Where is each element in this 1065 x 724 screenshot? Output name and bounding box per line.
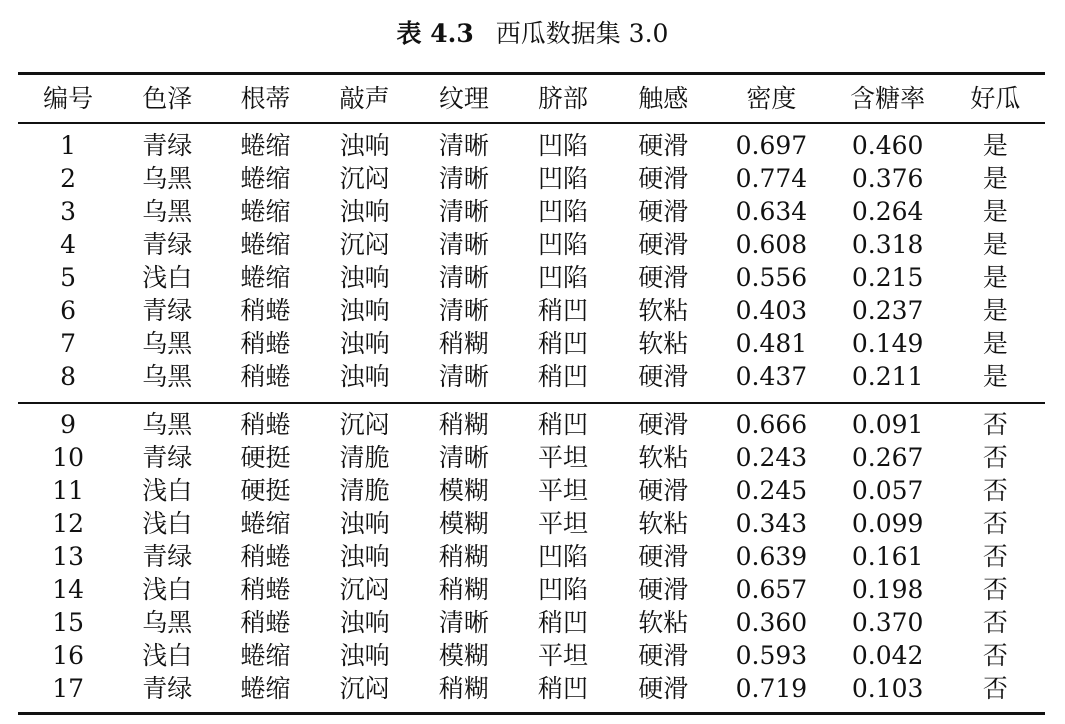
table-cell: 青绿 bbox=[142, 131, 193, 160]
table-cell: 14 bbox=[52, 575, 84, 604]
table-cell: 清脆 bbox=[339, 443, 390, 472]
table-cell: 清晰 bbox=[438, 296, 489, 325]
table-cell: 清晰 bbox=[438, 230, 489, 259]
table-cell: 蜷缩 bbox=[240, 641, 291, 670]
table-cell: 蜷缩 bbox=[240, 164, 291, 193]
header-cell: 密度 bbox=[746, 84, 797, 113]
table-cell: 浅白 bbox=[142, 509, 193, 538]
table-cell: 软粘 bbox=[638, 296, 689, 325]
table-cell: 稍糊 bbox=[438, 674, 489, 703]
table-cell: 否 bbox=[982, 509, 1008, 538]
table-cell: 0.198 bbox=[851, 575, 924, 604]
table-cell: 模糊 bbox=[438, 641, 489, 670]
table-cell: 凹陷 bbox=[538, 263, 589, 292]
table-cell: 浊响 bbox=[339, 509, 390, 538]
table-cell: 沉闷 bbox=[339, 410, 390, 439]
table-cell: 否 bbox=[982, 476, 1008, 505]
table-cell: 0.437 bbox=[735, 362, 808, 391]
table-caption bbox=[0, 14, 1065, 54]
table-cell: 浊响 bbox=[339, 542, 390, 571]
header-cell: 色泽 bbox=[142, 84, 193, 113]
table-cell: 是 bbox=[982, 164, 1008, 193]
table-cell: 凹陷 bbox=[538, 131, 589, 160]
table-cell: 17 bbox=[52, 674, 84, 703]
table-cell: 硬滑 bbox=[638, 476, 689, 505]
header-cell: 根蒂 bbox=[240, 84, 291, 113]
table-cell: 是 bbox=[982, 263, 1008, 292]
header-cell: 触感 bbox=[638, 84, 689, 113]
table-cell: 0.103 bbox=[851, 674, 924, 703]
table-row bbox=[18, 162, 1045, 195]
table-cell: 平坦 bbox=[538, 476, 589, 505]
table-cell: 沉闷 bbox=[339, 575, 390, 604]
header-cell: 纹理 bbox=[438, 84, 489, 113]
table-cell: 乌黑 bbox=[142, 329, 193, 358]
table-cell: 0.343 bbox=[735, 509, 808, 538]
table-cell: 0.774 bbox=[735, 164, 808, 193]
table-cell: 平坦 bbox=[538, 443, 589, 472]
table-cell: 浊响 bbox=[339, 641, 390, 670]
table-cell: 否 bbox=[982, 542, 1008, 571]
table-cell: 10 bbox=[52, 443, 84, 472]
table-cell: 青绿 bbox=[142, 674, 193, 703]
table-cell: 稍凹 bbox=[538, 329, 589, 358]
table-cell: 稍糊 bbox=[438, 575, 489, 604]
table-cell: 硬滑 bbox=[638, 197, 689, 226]
table-cell: 稍蜷 bbox=[240, 362, 291, 391]
table-row bbox=[18, 195, 1045, 228]
table-cell: 0.460 bbox=[851, 131, 924, 160]
table-row bbox=[18, 672, 1045, 705]
table-cell: 0.211 bbox=[851, 362, 924, 391]
table-cell: 浅白 bbox=[142, 476, 193, 505]
table-cell: 软粘 bbox=[638, 329, 689, 358]
table-cell: 清晰 bbox=[438, 443, 489, 472]
table-cell: 0.719 bbox=[735, 674, 808, 703]
table-row bbox=[18, 261, 1045, 294]
table-cell: 11 bbox=[52, 476, 84, 505]
table-cell: 清脆 bbox=[339, 476, 390, 505]
table-title: 西瓜数据集 3.0 bbox=[495, 19, 669, 48]
table-cell: 稍凹 bbox=[538, 410, 589, 439]
table-cell: 0.057 bbox=[851, 476, 924, 505]
table-number: 表 4.3 bbox=[396, 19, 474, 48]
table-cell: 沉闷 bbox=[339, 164, 390, 193]
table-cell: 8 bbox=[60, 362, 77, 391]
table-cell: 浊响 bbox=[339, 329, 390, 358]
table-cell: 0.264 bbox=[851, 197, 924, 226]
good-melon-rows bbox=[18, 129, 1045, 393]
table-cell: 硬挺 bbox=[240, 476, 291, 505]
table-cell: 清晰 bbox=[438, 131, 489, 160]
table-header bbox=[18, 77, 1045, 121]
top-rule bbox=[18, 72, 1045, 75]
table-row bbox=[18, 573, 1045, 606]
table-cell: 13 bbox=[52, 542, 84, 571]
table-cell: 乌黑 bbox=[142, 362, 193, 391]
table-cell: 15 bbox=[52, 608, 84, 637]
header-cell: 含糖率 bbox=[850, 84, 926, 113]
table-cell: 平坦 bbox=[538, 509, 589, 538]
table-cell: 蜷缩 bbox=[240, 674, 291, 703]
table-cell: 硬滑 bbox=[638, 410, 689, 439]
table-cell: 凹陷 bbox=[538, 575, 589, 604]
header-rule bbox=[18, 122, 1045, 124]
table-cell: 稍蜷 bbox=[240, 410, 291, 439]
table-cell: 浊响 bbox=[339, 131, 390, 160]
table-cell: 乌黑 bbox=[142, 410, 193, 439]
table-cell: 稍糊 bbox=[438, 410, 489, 439]
table-cell: 稍蜷 bbox=[240, 575, 291, 604]
table-cell: 16 bbox=[52, 641, 84, 670]
table-cell: 0.360 bbox=[735, 608, 808, 637]
table-cell: 软粘 bbox=[638, 509, 689, 538]
table-cell: 是 bbox=[982, 230, 1008, 259]
table-cell: 0.318 bbox=[851, 230, 924, 259]
table-cell: 稍蜷 bbox=[240, 542, 291, 571]
table-cell: 稍蜷 bbox=[240, 296, 291, 325]
table-cell: 清晰 bbox=[438, 197, 489, 226]
table-cell: 稍糊 bbox=[438, 542, 489, 571]
table-cell: 否 bbox=[982, 410, 1008, 439]
table-cell: 浊响 bbox=[339, 263, 390, 292]
header-cell: 好瓜 bbox=[970, 84, 1021, 113]
table-cell: 浊响 bbox=[339, 362, 390, 391]
table-cell: 0.481 bbox=[735, 329, 808, 358]
table-cell: 否 bbox=[982, 443, 1008, 472]
table-cell: 稍凹 bbox=[538, 296, 589, 325]
header-cell: 脐部 bbox=[538, 84, 589, 113]
table-cell: 稍凹 bbox=[538, 674, 589, 703]
table-cell: 平坦 bbox=[538, 641, 589, 670]
table-cell: 6 bbox=[60, 296, 77, 325]
table-cell: 蜷缩 bbox=[240, 230, 291, 259]
table-cell: 蜷缩 bbox=[240, 509, 291, 538]
table-cell: 硬滑 bbox=[638, 575, 689, 604]
table-cell: 稍凹 bbox=[538, 362, 589, 391]
table-cell: 否 bbox=[982, 641, 1008, 670]
table-cell: 0.245 bbox=[735, 476, 808, 505]
table-cell: 5 bbox=[60, 263, 77, 292]
table-cell: 硬滑 bbox=[638, 131, 689, 160]
table-row bbox=[18, 540, 1045, 573]
table-cell: 12 bbox=[52, 509, 84, 538]
table-cell: 是 bbox=[982, 362, 1008, 391]
table-cell: 蜷缩 bbox=[240, 131, 291, 160]
table-cell: 青绿 bbox=[142, 542, 193, 571]
table-cell: 浊响 bbox=[339, 296, 390, 325]
bad-melon-rows bbox=[18, 408, 1045, 705]
table-cell: 浊响 bbox=[339, 608, 390, 637]
table-cell: 0.243 bbox=[735, 443, 808, 472]
table-row bbox=[18, 228, 1045, 261]
table-row bbox=[18, 441, 1045, 474]
table-cell: 硬滑 bbox=[638, 263, 689, 292]
table-cell: 稍凹 bbox=[538, 608, 589, 637]
table-cell: 0.403 bbox=[735, 296, 808, 325]
table-cell: 稍蜷 bbox=[240, 608, 291, 637]
table-row bbox=[18, 507, 1045, 540]
header-cell: 敲声 bbox=[339, 84, 390, 113]
table-cell: 0.666 bbox=[735, 410, 808, 439]
table-cell: 模糊 bbox=[438, 509, 489, 538]
table-cell: 青绿 bbox=[142, 230, 193, 259]
table-cell: 硬滑 bbox=[638, 230, 689, 259]
table-cell: 硬滑 bbox=[638, 362, 689, 391]
table-cell: 1 bbox=[60, 131, 77, 160]
table-cell: 清晰 bbox=[438, 263, 489, 292]
table-cell: 青绿 bbox=[142, 443, 193, 472]
table-cell: 是 bbox=[982, 197, 1008, 226]
table-cell: 浅白 bbox=[142, 641, 193, 670]
table-cell: 0.657 bbox=[735, 575, 808, 604]
table-cell: 是 bbox=[982, 296, 1008, 325]
table-cell: 硬滑 bbox=[638, 164, 689, 193]
table-cell: 清晰 bbox=[438, 608, 489, 637]
table-cell: 3 bbox=[60, 197, 77, 226]
table-row bbox=[18, 606, 1045, 639]
table-cell: 是 bbox=[982, 329, 1008, 358]
table-row bbox=[18, 360, 1045, 393]
table-cell: 硬挺 bbox=[240, 443, 291, 472]
table-cell: 0.593 bbox=[735, 641, 808, 670]
table-row bbox=[18, 639, 1045, 672]
table-cell: 0.042 bbox=[851, 641, 924, 670]
table-cell: 0.608 bbox=[735, 230, 808, 259]
table-cell: 浅白 bbox=[142, 263, 193, 292]
table-cell: 乌黑 bbox=[142, 164, 193, 193]
table-cell: 4 bbox=[60, 230, 77, 259]
header-row bbox=[18, 77, 1045, 121]
table-cell: 0.556 bbox=[735, 263, 808, 292]
table-cell: 凹陷 bbox=[538, 197, 589, 226]
table-cell: 硬滑 bbox=[638, 641, 689, 670]
table-cell: 蜷缩 bbox=[240, 263, 291, 292]
table-cell: 浊响 bbox=[339, 197, 390, 226]
table-cell: 0.149 bbox=[851, 329, 924, 358]
table-cell: 乌黑 bbox=[142, 608, 193, 637]
table-cell: 是 bbox=[982, 131, 1008, 160]
table-cell: 清晰 bbox=[438, 362, 489, 391]
table-cell: 凹陷 bbox=[538, 164, 589, 193]
table-cell: 否 bbox=[982, 674, 1008, 703]
table-cell: 凹陷 bbox=[538, 230, 589, 259]
table-cell: 稍糊 bbox=[438, 329, 489, 358]
table-cell: 沉闷 bbox=[339, 230, 390, 259]
bottom-rule bbox=[18, 712, 1045, 715]
table-cell: 0.697 bbox=[735, 131, 808, 160]
table-cell: 否 bbox=[982, 575, 1008, 604]
table-cell: 清晰 bbox=[438, 164, 489, 193]
table-cell: 沉闷 bbox=[339, 674, 390, 703]
table-cell: 0.091 bbox=[851, 410, 924, 439]
table-cell: 蜷缩 bbox=[240, 197, 291, 226]
table-cell: 0.215 bbox=[851, 263, 924, 292]
table-cell: 软粘 bbox=[638, 443, 689, 472]
table-cell: 0.161 bbox=[851, 542, 924, 571]
table-cell: 0.634 bbox=[735, 197, 808, 226]
table-cell: 否 bbox=[982, 608, 1008, 637]
table-cell: 稍蜷 bbox=[240, 329, 291, 358]
table-row bbox=[18, 327, 1045, 360]
table-row bbox=[18, 474, 1045, 507]
table-cell: 凹陷 bbox=[538, 542, 589, 571]
table-cell: 0.370 bbox=[851, 608, 924, 637]
table-cell: 2 bbox=[60, 164, 77, 193]
table-cell: 0.099 bbox=[851, 509, 924, 538]
group-separator-rule bbox=[18, 402, 1045, 404]
table-cell: 硬滑 bbox=[638, 674, 689, 703]
table-row bbox=[18, 294, 1045, 327]
table-cell: 浅白 bbox=[142, 575, 193, 604]
table-cell: 青绿 bbox=[142, 296, 193, 325]
table-row bbox=[18, 408, 1045, 441]
table-cell: 模糊 bbox=[438, 476, 489, 505]
table-cell: 0.639 bbox=[735, 542, 808, 571]
table-row bbox=[18, 129, 1045, 162]
table-cell: 0.237 bbox=[851, 296, 924, 325]
table-cell: 硬滑 bbox=[638, 542, 689, 571]
table-cell: 软粘 bbox=[638, 608, 689, 637]
table-cell: 7 bbox=[60, 329, 77, 358]
table-cell: 0.376 bbox=[851, 164, 924, 193]
table-cell: 乌黑 bbox=[142, 197, 193, 226]
header-cell: 编号 bbox=[43, 84, 94, 113]
table-cell: 0.267 bbox=[851, 443, 924, 472]
table-cell: 9 bbox=[60, 410, 77, 439]
